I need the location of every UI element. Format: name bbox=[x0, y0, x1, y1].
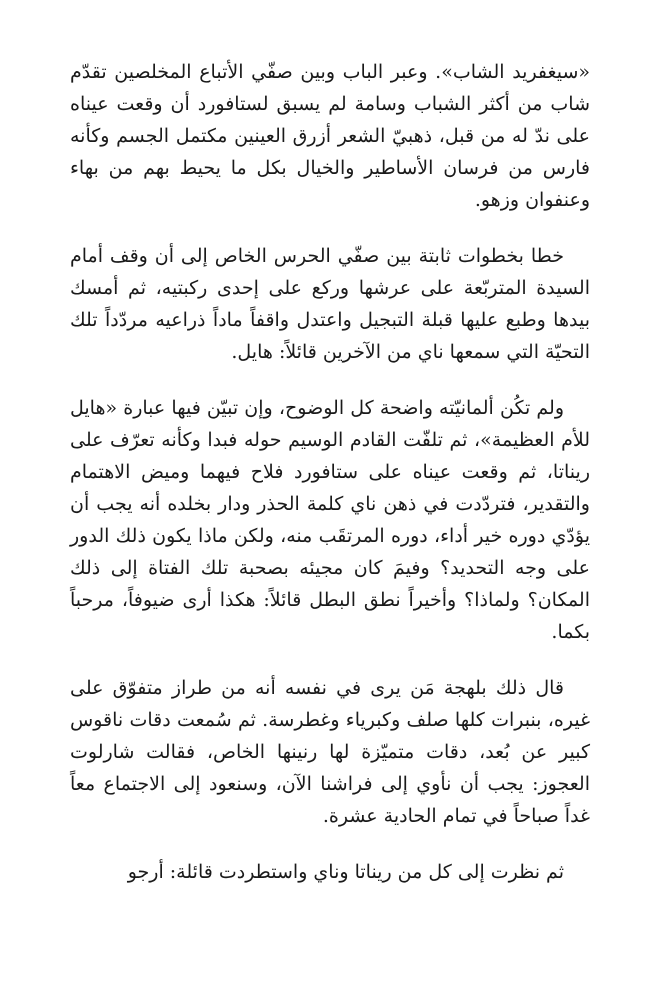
paragraph-1: «سيغفريد الشاب». وعبر الباب وبين صفّي الأتباع المخلصين تقدّم شاب من أكثر الشباب وسامة لم يسبق لستافورد أن وقعت عيناه على ندّ له من قبل، ذهبيّ الشعر أزرق العينين مكتمل الجسم وكأنه فارس من فرسان الأساطير والخيال بكل ما يحيط بهم من بهاء وعنفوان وزهو. bbox=[70, 61, 590, 211]
paragraph-3: ولم تكُن ألمانيّته واضحة كل الوضوح، وإن تبيّن فيها عبارة «هايل للأم العظيمة»، ثم تلفّت القادم الوسيم حوله فبدا وكأنه تعرّف على ريناتا، ثم وقعت عيناه على ستافورد فلاح فيهما وميض الاهتمام والتقدير، فتردّدت في ذهن ناي كلمة الحذر ودار بخلده أنه يجب أن يؤدّي دوره خير أداء، دوره المرتقَب منه، ولكن ماذا يكون ذلك الدور على وجه التحديد؟ وفيمَ كان مجيئه بصحبة تلك الفتاة إلى ذلك المكان؟ ولماذا؟ وأخيراً نطق البطل قائلاً: هكذا أرى ضيوفاً، مرحباً بكما. bbox=[70, 397, 590, 643]
paragraph-2: خطا بخطوات ثابتة بين صفّي الحرس الخاص إلى أن وقف أمام السيدة المتربّعة على عرشها وركع على إحدى ركبتيه، ثم أمسك بيدها وطبع عليها قبلة التبجيل واعتدل واقفاً ماداً ذراعيه مردّداً تلك التحيّة التي سمعها ناي من الآخرين قائلاً: هايل. bbox=[70, 245, 590, 363]
paragraph-5: ثم نظرت إلى كل من ريناتا وناي واستطردت قائلة: أرجو bbox=[127, 861, 564, 883]
paragraph-4: قال ذلك بلهجة مَن يرى في نفسه أنه من طراز متفوّق على غيره، بنبرات كلها صلف وكبرياء وغطرسة. ثم سُمعت دقات ناقوس كبير عن بُعد، دقات متميّزة لها رنينها الخاص، فقالت شارلوت العجوز: يجب أن نأوي إلى فراشنا الآن، وسنعود إلى الاجتماع معاً غداً صباحاً في تمام الحادية عشرة. bbox=[70, 677, 590, 827]
book-page bbox=[70, 56, 590, 912]
